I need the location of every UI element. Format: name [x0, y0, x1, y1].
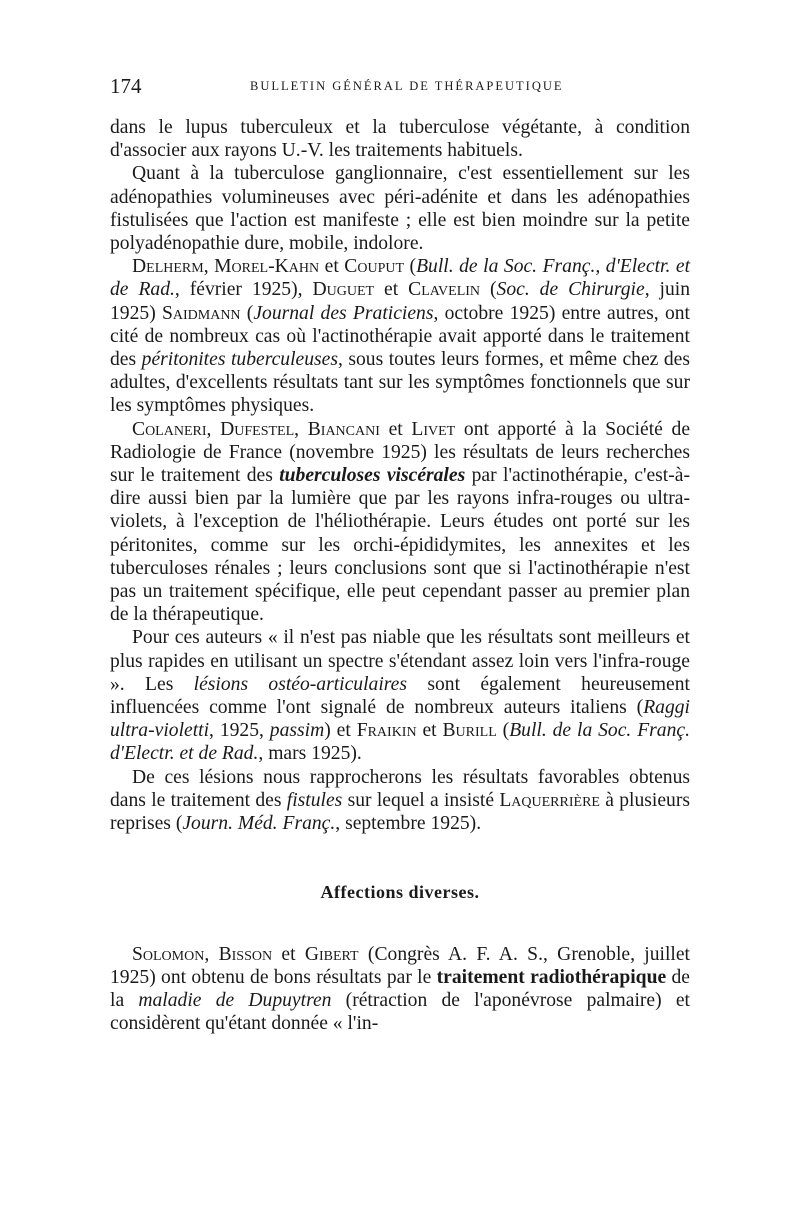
author-name: Solomon	[132, 943, 205, 965]
page-number: 174	[110, 74, 142, 98]
author-name: Morel-Kahn	[214, 256, 320, 278]
citation: passim	[269, 720, 325, 742]
author-name: Biancani	[307, 418, 380, 440]
author-name: Duguet	[312, 279, 375, 301]
citation: Bull. de la Soc. Franç., d'Electr. et de Rad.	[110, 256, 691, 301]
author-name: Bisson	[218, 943, 273, 965]
author-name: Burill	[442, 720, 497, 742]
author-name: Delherm	[132, 256, 204, 278]
section-title: Affections diverses.	[320, 882, 480, 903]
author-name: Couput	[344, 256, 405, 278]
author-name: Clavelin	[408, 279, 481, 301]
author-name: Saidmann	[161, 302, 241, 324]
emphasis: tuberculoses viscérales	[279, 465, 466, 487]
page-header	[110, 74, 690, 98]
running-title: BULLETIN GÉNÉRAL DE THÉRAPEUTIQUE	[250, 79, 564, 93]
paragraph-4: Colaneri, Dufestel, Biancani et Livet ont apporté à la Société de Radiologie de France (novembre 1925) les résultats de leurs recherches sur le traitement des tuberculoses viscérales par l'actinothérapie, c'est-à-dire aussi bien par la lumière que par les rayons infra-rouges ou ultra-violets, à l'exception de l'héliothérapie. Leurs études ont porté sur les péritonites, comme sur les orchi-épididymites, les annexites et les tuberculoses rénales ; leurs conclusions sont que si l'actinothérapie n'est pas un traitement spécifique, elle peut cependant passer au premier plan de la thérapeutique.	[110, 418, 691, 626]
paragraph-5: Pour ces auteurs « il n'est pas niable que les résultats sont meilleurs et plus rapides en utilisant un spectre s'étendant assez loin vers l'infra-rouge ». Les lésions ostéo-articulaires sont également heureusement influencées comme l'ont signalé de nombreux auteurs italiens (Raggi ultra-violetti, 1925, passim) et Fraikin et Burill (Bull. de la Soc. Franç. d'Electr. et de Rad., mars 1925).	[110, 627, 690, 765]
author-name: Laquerrière	[499, 789, 600, 811]
author-name: Gibert	[304, 943, 359, 965]
author-name: Colaneri	[132, 418, 207, 440]
author-name: Dufestel	[220, 418, 295, 440]
author-name: Livet	[411, 418, 456, 440]
paragraph-7: Solomon, Bisson et Gibert (Congrès A. F. A. S., Grenoble, juillet 1925) ont obtenu de bons résultats par le traitement radiothérapique de la maladie de Dupuytren (rétraction de l'aponévrose palmaire) et considèrent qu'étant donnée « l'in-	[110, 943, 690, 1035]
emphasis: maladie de Dupuytren	[138, 989, 332, 1011]
citation: Raggi ultra-violetti	[110, 697, 690, 742]
citation: Bull. de la Soc. Franç. d'Electr. et de Rad.	[110, 720, 690, 765]
citation: Journal des Praticiens	[253, 302, 434, 324]
paragraph-3: Delherm, Morel-Kahn et Couput (Bull. de la Soc. Franç., d'Electr. et de Rad., février 1925), Duguet et Clavelin (Soc. de Chirurgie, juin 1925) Saidmann (Journal des Praticiens, octobre 1925) entre autres, ont cité de nombreux cas où l'actinothérapie avait apporté dans le traitement des péritonites tuberculeuses, sous toutes leurs formes, et même chez des adultes, d'excellents résultats tant sur les symptômes fonctionnels que sur les symptômes physiques.	[110, 256, 691, 417]
paragraph-2: Quant à la tuberculose ganglionnaire, c'est essentiellement sur les adénopathies volumineuses avec péri-adénite et dans les adénopathies fistulisées que l'action est manifeste ; elle est bien moindre sur la petite polyadénopathie dure, mobile, indolore.	[110, 163, 690, 255]
author-name: Fraikin	[356, 720, 417, 742]
paragraph-6: De ces lésions nous rapprocherons les résultats favorables obtenus dans le traitement des fistules sur lequel a insisté Laquerrière à plusieurs reprises (Journ. Méd. Franç., septembre 1925).	[110, 766, 690, 835]
emphasis: péritonites tuberculeuses	[141, 349, 338, 371]
emphasis: fistules	[286, 789, 343, 811]
emphasis: lésions ostéo-articulaires	[193, 673, 408, 695]
body-text	[110, 116, 690, 1035]
citation: Soc. de Chirurgie	[496, 279, 645, 301]
emphasis: traitement radiothérapique	[436, 966, 667, 988]
paragraph-1: dans le lupus tuberculeux et la tuberculose végétante, à condition d'associer aux rayons U.-V. les traitements habituels.	[110, 117, 690, 162]
citation: Journ. Méd. Franç.	[182, 813, 336, 835]
